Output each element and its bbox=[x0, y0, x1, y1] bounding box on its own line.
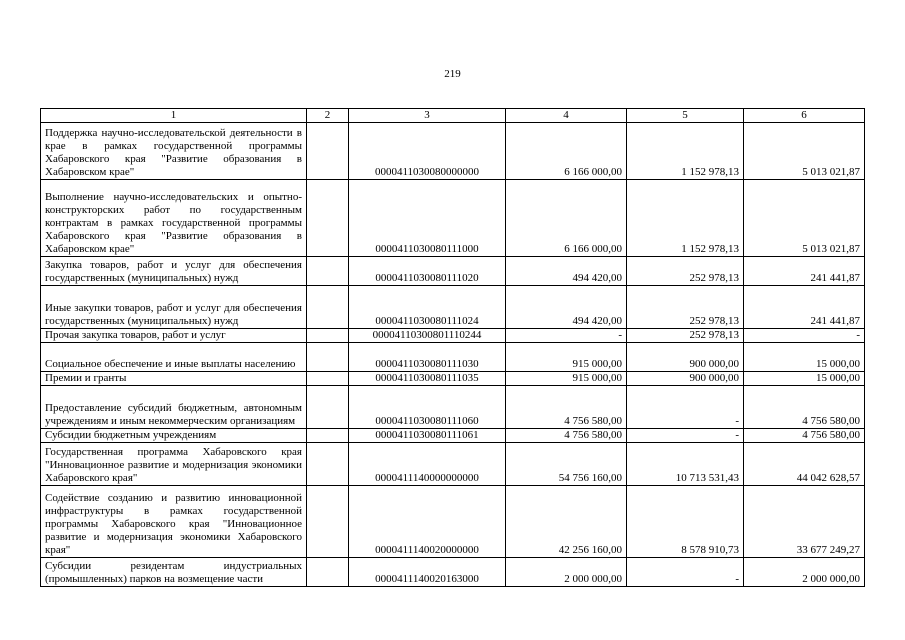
row-name: Содействие созданию и развитию инновационной инфраструктуры в рамках государственной программы Хабаровского края "Инновационное развитие и модернизация экономики Хабаровского края" bbox=[41, 486, 307, 558]
row-value-5: - bbox=[627, 429, 744, 443]
row-value-5: 900 000,00 bbox=[627, 343, 744, 372]
table-row bbox=[41, 257, 865, 286]
row-value-4: 42 256 160,00 bbox=[506, 486, 627, 558]
row-value-5: 1 152 978,13 bbox=[627, 123, 744, 180]
row-value-4: 4 756 580,00 bbox=[506, 386, 627, 429]
row-value-6: 4 756 580,00 bbox=[744, 386, 865, 429]
row-name: Государственная программа Хабаровского края "Инновационное развитие и модернизация экономики Хабаровского края" bbox=[41, 443, 307, 486]
row-value-6: 241 441,87 bbox=[744, 286, 865, 329]
column-header-2: 2 bbox=[307, 109, 349, 123]
row-value-5: 252 978,13 bbox=[627, 329, 744, 343]
row-value-6: 44 042 628,57 bbox=[744, 443, 865, 486]
row-name: Прочая закупка товаров, работ и услуг bbox=[41, 329, 307, 343]
header-row bbox=[41, 109, 865, 123]
row-value-5: 252 978,13 bbox=[627, 286, 744, 329]
table-row bbox=[41, 429, 865, 443]
row-code: 0000411140000000000 bbox=[349, 443, 506, 486]
column-header-5: 5 bbox=[627, 109, 744, 123]
row-name: Субсидии резидентам индустриальных (промышленных) парков на возмещение части bbox=[41, 558, 307, 587]
row-value-4: 915 000,00 bbox=[506, 372, 627, 386]
row-name: Субсидии бюджетным учреждениям bbox=[41, 429, 307, 443]
row-value-6: 5 013 021,87 bbox=[744, 123, 865, 180]
row-col2 bbox=[307, 257, 349, 286]
row-name: Закупка товаров, работ и услуг для обеспечения государственных (муниципальных) нужд bbox=[41, 257, 307, 286]
row-code: 0000411030080111030 bbox=[349, 343, 506, 372]
table-row bbox=[41, 343, 865, 372]
row-value-4: - bbox=[506, 329, 627, 343]
row-value-5: 8 578 910,73 bbox=[627, 486, 744, 558]
row-value-4: 915 000,00 bbox=[506, 343, 627, 372]
row-name: Предоставление субсидий бюджетным, автономным учреждениям и иным некоммерческим организациям bbox=[41, 386, 307, 429]
row-value-6: 15 000,00 bbox=[744, 343, 865, 372]
row-value-5: 10 713 531,43 bbox=[627, 443, 744, 486]
row-value-6: 241 441,87 bbox=[744, 257, 865, 286]
row-value-5: - bbox=[627, 558, 744, 587]
row-code: 0000411140020163000 bbox=[349, 558, 506, 587]
row-col2 bbox=[307, 286, 349, 329]
row-value-5: 252 978,13 bbox=[627, 257, 744, 286]
table-row bbox=[41, 286, 865, 329]
row-value-5: 1 152 978,13 bbox=[627, 180, 744, 257]
row-code: 0000411030080111035 bbox=[349, 372, 506, 386]
column-header-1: 1 bbox=[41, 109, 307, 123]
table-row bbox=[41, 372, 865, 386]
row-code: 0000411030080111061 bbox=[349, 429, 506, 443]
row-value-4: 494 420,00 bbox=[506, 257, 627, 286]
row-col2 bbox=[307, 386, 349, 429]
table-row bbox=[41, 486, 865, 558]
row-code: 0000411030080111024 bbox=[349, 286, 506, 329]
row-col2 bbox=[307, 343, 349, 372]
row-value-4: 54 756 160,00 bbox=[506, 443, 627, 486]
table-row bbox=[41, 180, 865, 257]
page-number: 219 bbox=[444, 68, 461, 80]
row-col2 bbox=[307, 486, 349, 558]
row-value-6: 15 000,00 bbox=[744, 372, 865, 386]
row-value-6: - bbox=[744, 329, 865, 343]
row-value-4: 6 166 000,00 bbox=[506, 180, 627, 257]
row-col2 bbox=[307, 558, 349, 587]
row-col2 bbox=[307, 443, 349, 486]
row-value-6: 2 000 000,00 bbox=[744, 558, 865, 587]
budget-table bbox=[40, 108, 865, 587]
row-code: 0000411140020000000 bbox=[349, 486, 506, 558]
row-value-4: 2 000 000,00 bbox=[506, 558, 627, 587]
row-value-4: 6 166 000,00 bbox=[506, 123, 627, 180]
row-col2 bbox=[307, 329, 349, 343]
row-value-6: 5 013 021,87 bbox=[744, 180, 865, 257]
row-name: Иные закупки товаров, работ и услуг для обеспечения государственных (муниципальных) нужд bbox=[41, 286, 307, 329]
row-col2 bbox=[307, 429, 349, 443]
row-value-6: 4 756 580,00 bbox=[744, 429, 865, 443]
row-col2 bbox=[307, 123, 349, 180]
row-name: Социальное обеспечение и иные выплаты населению bbox=[41, 343, 307, 372]
column-header-6: 6 bbox=[744, 109, 865, 123]
row-code: 0000411030080111060 bbox=[349, 386, 506, 429]
row-name: Поддержка научно-исследовательской деятельности в крае в рамках государственной программы Хабаровского края "Развитие образования в Хабаровском крае" bbox=[41, 123, 307, 180]
table-row bbox=[41, 329, 865, 343]
row-code: 0000411030080111020 bbox=[349, 257, 506, 286]
row-value-6: 33 677 249,27 bbox=[744, 486, 865, 558]
column-header-3: 3 bbox=[349, 109, 506, 123]
table-row bbox=[41, 443, 865, 486]
row-name: Премии и гранты bbox=[41, 372, 307, 386]
row-code: 0000411030080111000 bbox=[349, 180, 506, 257]
row-value-5: 900 000,00 bbox=[627, 372, 744, 386]
row-col2 bbox=[307, 180, 349, 257]
row-code: 0000411030080000000 bbox=[349, 123, 506, 180]
row-value-5: - bbox=[627, 386, 744, 429]
row-value-4: 494 420,00 bbox=[506, 286, 627, 329]
row-col2 bbox=[307, 372, 349, 386]
row-code: 00004110300801110244 bbox=[349, 329, 506, 343]
table-row bbox=[41, 386, 865, 429]
table-row bbox=[41, 123, 865, 180]
column-header-4: 4 bbox=[506, 109, 627, 123]
table-row bbox=[41, 558, 865, 587]
row-name: Выполнение научно-исследовательских и опытно-конструкторских работ по государственным контрактам в рамках государственной программы Хабаровского края "Развитие образования в Хабаровском крае" bbox=[41, 180, 307, 257]
row-value-4: 4 756 580,00 bbox=[506, 429, 627, 443]
